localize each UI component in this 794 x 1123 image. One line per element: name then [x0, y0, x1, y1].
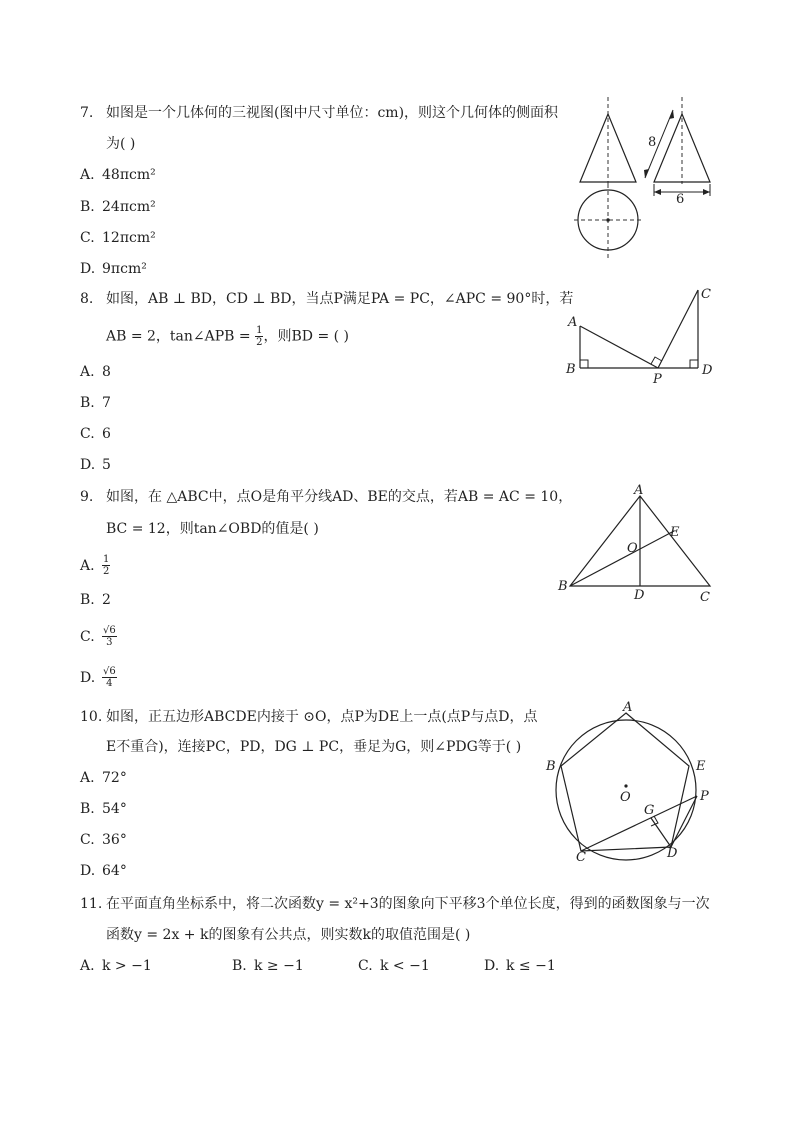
svg-text:A: A	[634, 483, 644, 498]
option-d[interactable]: D. 5	[80, 457, 111, 473]
svg-text:O: O	[620, 790, 631, 805]
svg-text:A: A	[568, 315, 578, 330]
option-c[interactable]: C. 36°	[80, 832, 127, 848]
option-c[interactable]: C. k < −1	[358, 958, 430, 974]
right-angle-figure	[560, 282, 720, 388]
question-11-stem-line1: 11. 在平面直角坐标系中，将二次函数y = x²+3的图象向下平移3个单位长度，得到的函数图象与一次	[80, 896, 710, 912]
question-8-stem-line1: 8. 如图，AB ⊥ BD，CD ⊥ BD，当点P满足PA = PC，∠APC = 90°时，若	[80, 291, 574, 307]
slant-label: 8	[648, 135, 657, 150]
question-10-stem-line2: E不重合)，连接PC，PD，DG ⊥ PC，垂足为G，则∠PDG等于( )	[106, 739, 522, 755]
svg-text:P: P	[653, 372, 662, 387]
option-a[interactable]: A. 8	[80, 364, 111, 380]
svg-text:C: C	[700, 590, 710, 605]
option-b[interactable]: B. 24πcm²	[80, 199, 156, 215]
option-a[interactable]: A. k > −1	[80, 958, 152, 974]
fraction: $\frac{1}{2}$	[256, 325, 263, 348]
svg-text:D: D	[634, 588, 645, 603]
option-d[interactable]: D. 64°	[80, 863, 127, 879]
svg-text:P: P	[700, 789, 709, 804]
question-7-stem-line2: 为( )	[106, 136, 136, 152]
option-d[interactable]: D. $\frac{√6}{4}$	[80, 666, 116, 689]
option-b[interactable]: B. 7	[80, 395, 111, 411]
option-a[interactable]: A. 72°	[80, 770, 127, 786]
option-b[interactable]: B. 54°	[80, 801, 127, 817]
question-11-stem-line2: 函数y = 2x + k的图象有公共点，则实数k的取值范围是( )	[106, 927, 471, 943]
svg-text:E: E	[670, 525, 680, 540]
svg-text:O: O	[627, 541, 638, 556]
option-c[interactable]: C. $\frac{√6}{3}$	[80, 625, 116, 648]
pentagon-circle-figure	[540, 698, 720, 868]
svg-text:B: B	[566, 362, 576, 377]
option-b[interactable]: B. 2	[80, 592, 111, 608]
option-c[interactable]: C. 6	[80, 426, 111, 442]
svg-text:B: B	[558, 579, 568, 594]
svg-text:E: E	[696, 759, 706, 774]
question-8-stem-line2: AB = 2，tan∠APB = $\frac{1}{2}$ ，则BD = ( )	[106, 325, 350, 348]
question-number: 7.	[80, 105, 94, 121]
base-label: 6	[676, 192, 685, 207]
option-a[interactable]: A. $\frac{1}{2}$	[80, 554, 110, 577]
triangle-figure	[552, 480, 722, 605]
svg-text:D: D	[667, 846, 678, 861]
svg-text:C: C	[701, 287, 711, 302]
svg-text:A: A	[623, 700, 633, 715]
three-view-figure	[570, 92, 720, 262]
svg-text:D: D	[702, 363, 713, 378]
question-10-stem-line1: 10. 如图，正五边形ABCDE内接于 ⊙O，点P为DE上一点(点P与点D，点	[80, 709, 538, 725]
option-c[interactable]: C. 12πcm²	[80, 230, 156, 246]
option-d[interactable]: D. 9πcm²	[80, 261, 147, 277]
svg-text:C: C	[576, 850, 586, 865]
svg-text:B: B	[546, 759, 556, 774]
question-9-stem-line1: 9. 如图，在 △ABC中，点O是角平分线AD、BE的交点，若AB = AC = 10，	[80, 489, 573, 505]
option-d[interactable]: D. k ≤ −1	[484, 958, 556, 974]
option-b[interactable]: B. k ≥ −1	[232, 958, 304, 974]
option-a[interactable]: A. 48πcm²	[80, 167, 156, 183]
question-7-stem-line1: 7. 如图是一个几体何的三视图(图中尺寸单位：cm)，则这个几何体的侧面积	[80, 105, 559, 121]
question-9-stem-line2: BC = 12，则tan∠OBD的值是( )	[106, 521, 319, 537]
svg-text:G: G	[644, 803, 655, 818]
